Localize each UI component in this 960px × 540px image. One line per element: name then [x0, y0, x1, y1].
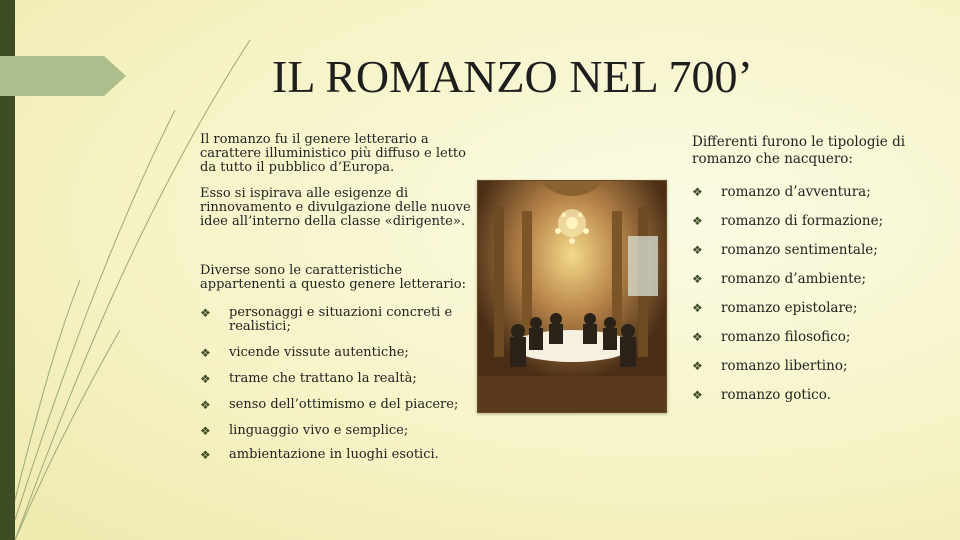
diamond-bullet-icon: ❖ — [692, 330, 703, 344]
diamond-bullet-icon: ❖ — [692, 388, 703, 402]
diamond-bullet-icon: ❖ — [692, 272, 703, 286]
diamond-bullet-icon: ❖ — [200, 346, 211, 360]
ideas-paragraph: Esso si ispirava alle esigenze di rinnovamento e divulgazione delle nuove idee all’interno della classe «dirigente». — [200, 186, 471, 229]
list-item: ❖ trame che trattano la realtà; — [200, 371, 417, 386]
diamond-bullet-icon: ❖ — [200, 398, 211, 412]
left-column — [200, 133, 475, 474]
list-item: ❖ linguaggio vivo e semplice; — [200, 423, 409, 438]
right-column — [692, 134, 942, 416]
diamond-bullet-icon: ❖ — [200, 424, 211, 438]
diamond-bullet-icon: ❖ — [200, 306, 211, 320]
slide-title: IL ROMANZO NEL 700’ — [272, 51, 753, 102]
list-item: ❖ vicende vissute autentiche; — [200, 345, 409, 360]
list-item: ❖ romanzo d’ambiente; — [692, 271, 867, 287]
list-item: ❖ romanzo gotico. — [692, 387, 831, 403]
list-item: ❖ ambientazione in luoghi esotici. — [200, 447, 439, 462]
types-intro: Differenti furono le tipologie di romanzo che nacquero: — [692, 134, 906, 167]
list-item: ❖ personaggi e situazioni concreti e realistici; — [200, 305, 453, 334]
list-item: ❖ romanzo sentimentale; — [692, 242, 878, 258]
diamond-bullet-icon: ❖ — [200, 372, 211, 386]
list-item: ❖ romanzo filosofico; — [692, 329, 851, 345]
list-item: ❖ romanzo d’avventura; — [692, 184, 871, 200]
diamond-bullet-icon: ❖ — [692, 359, 703, 373]
diamond-bullet-icon: ❖ — [692, 243, 703, 257]
diamond-bullet-icon: ❖ — [692, 214, 703, 228]
banquet-painting — [477, 180, 667, 413]
list-item: ❖ romanzo epistolare; — [692, 300, 858, 316]
characteristics-paragraph: Diverse sono le caratteristiche appartenenti a questo genere letterario: — [200, 263, 467, 292]
novel-types-list — [692, 184, 942, 404]
intro-paragraph: Il romanzo fu il genere letterario a carattere illuministico più diffuso e letto da tutto il pubblico d’Europa. — [200, 132, 466, 175]
list-item: ❖ senso dell’ottimismo e del piacere; — [200, 397, 459, 412]
diamond-bullet-icon: ❖ — [200, 448, 211, 462]
list-item: ❖ romanzo di formazione; — [692, 213, 884, 229]
diamond-bullet-icon: ❖ — [692, 301, 703, 315]
list-item: ❖ romanzo libertino; — [692, 358, 848, 374]
characteristics-list — [200, 306, 475, 462]
diamond-bullet-icon: ❖ — [692, 185, 703, 199]
